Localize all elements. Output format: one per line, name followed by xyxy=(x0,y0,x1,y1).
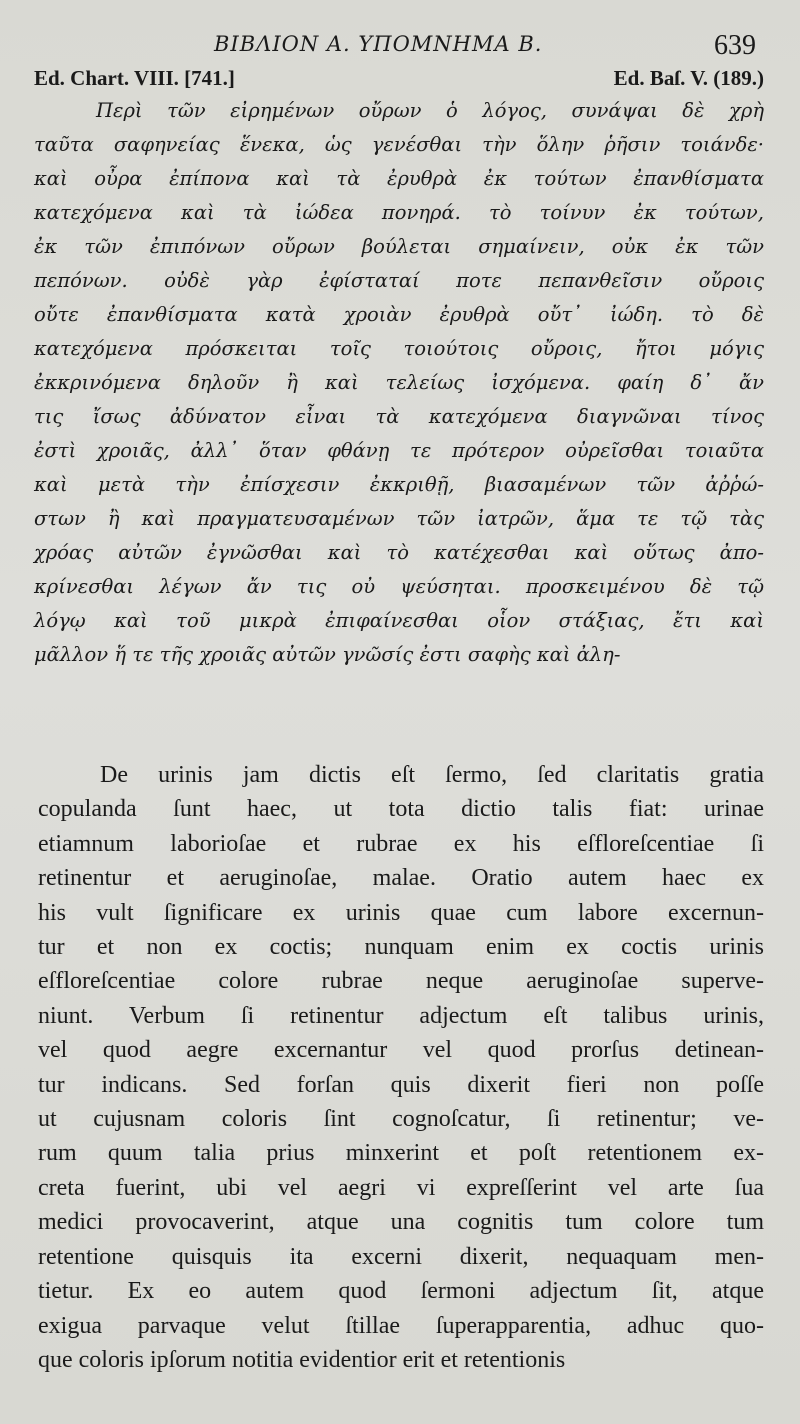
running-title: ΒΙΒΛΙΟΝ Α. ΥΠΟΜΝΗΜΑ Β. xyxy=(214,32,543,56)
greek-text-line: κατεχόμενα καὶ τὰ ἰώδεα πονηρά. τὸ τοίνυν ἐκ τούτων, xyxy=(34,201,764,224)
greek-text-line: κατεχόμενα πρόσκειται τοῖς τοιούτοις οὔροις, ἤτοι μόγις xyxy=(34,337,764,360)
greek-text-line: πεπόνων. οὐδὲ γὰρ ἐφίσταταί ποτε πεπανθεῖσιν οὔροις xyxy=(34,269,764,292)
latin-text-line: his vult ſignificare ex urinis quae cum labore excernun- xyxy=(38,899,764,926)
page-header xyxy=(34,28,760,64)
latin-text-line: tur et non ex coctis; nunquam enim ex coctis urinis xyxy=(38,934,764,961)
latin-text-line: medici provocaverint, atque una cognitis tum colore tum xyxy=(38,1209,764,1236)
latin-text-line: De urinis jam dictis eſt ſermo, ſed claritatis gratia xyxy=(100,762,764,788)
latin-text-line: creta fuerint, ubi vel aegri vi expreſſerint vel arte ſua xyxy=(38,1174,764,1201)
latin-text-line: tietur. Ex eo autem quod ſermoni adjectum ſit, atque xyxy=(38,1278,764,1305)
greek-text-line: οὔτε ἐπανθίσματα κατὰ χροιὰν ἐρυθρὰ οὔτ᾽ ἰώδη. τὸ δὲ xyxy=(34,303,764,326)
greek-text-line: ἐκ τῶν ἐπιπόνων οὔρων βούλεται σημαίνειν, οὐκ ἐκ τῶν xyxy=(34,235,764,258)
latin-text-line: que coloris ipſorum notitia evidentior erit et retentionis xyxy=(38,1346,566,1373)
greek-text-line: καὶ μετὰ τὴν ἐπίσχεσιν ἐκκριθῇ, βιασαμένων τῶν ἀῤῥώ- xyxy=(34,473,764,496)
greek-text-line: ταῦτα σαφηνείας ἕνεκα, ὡς γενέσθαι τὴν ὅλην ῥῆσιν τοιάνδε· xyxy=(34,133,764,156)
latin-text-line: etiamnum laborioſae et rubrae ex his eſfloreſcentiae ſi xyxy=(38,830,764,857)
latin-text-line: retentione quisquis ita excerni dixerit, nequaquam men- xyxy=(38,1243,764,1270)
page-number: 639 xyxy=(714,30,756,61)
greek-text-line: μᾶλλον ἥ τε τῆς χροιᾶς αὐτῶν γνῶσίς ἐστι σαφὴς καὶ ἀλη- xyxy=(34,643,621,666)
latin-text-line: copulanda ſunt haec, ut tota dictio talis fiat: urinae xyxy=(38,796,764,823)
latin-text-line: eſfloreſcentiae colore rubrae neque aeruginoſae superve- xyxy=(38,968,764,995)
greek-text-line: λόγῳ καὶ τοῦ μικρὰ ἐπιφαίνεσθαι οἷον στάξιας, ἔτι καὶ xyxy=(34,609,764,632)
greek-text-line: τις ἴσως ἀδύνατον εἶναι τὰ κατεχόμενα διαγνῶναι τίνος xyxy=(34,405,764,428)
greek-text-line: ἐστὶ χροιᾶς, ἀλλ᾽ ὅταν φθάνῃ τε πρότερον οὐρεῖσθαι τοιαῦτα xyxy=(34,439,764,462)
edition-references xyxy=(34,66,764,96)
latin-text-line: niunt. Verbum ſi retinentur adjectum eſt talibus urinis, xyxy=(38,1002,764,1029)
latin-text-line: vel quod aegre excernantur vel quod prorſus detinean- xyxy=(38,1037,764,1064)
greek-text-line: καὶ οὖρα ἐπίπονα καὶ τὰ ἐρυθρὰ ἐκ τούτων ἐπανθίσματα xyxy=(34,167,764,190)
latin-text-line: exigua parvaque velut ſtillae ſuperapparentia, adhuc quo- xyxy=(38,1312,764,1339)
greek-text-line: κρίνεσθαι λέγων ἄν τις οὐ ψεύσηται. προσκειμένου δὲ τῷ xyxy=(34,575,764,598)
greek-text-line: Περὶ τῶν εἰρημένων οὔρων ὁ λόγος, συνάψαι δὲ χρὴ xyxy=(96,99,764,122)
latin-text-block xyxy=(38,758,764,1377)
latin-text-line: tur indicans. Sed forſan quis dixerit fieri non poſſe xyxy=(38,1071,764,1098)
greek-text-block xyxy=(34,94,764,672)
greek-text-line: στων ἢ καὶ πραγματευσαμένων τῶν ἰατρῶν, ἅμα τε τῷ τὰς xyxy=(34,507,764,530)
edition-basel-reference: Ed. Baſ. V. (189.) xyxy=(613,66,764,90)
latin-text-line: ut cujusnam coloris ſint cognoſcatur, ſi retinentur; ve- xyxy=(38,1106,764,1133)
latin-text-line: rum quum talia prius minxerint et poſt retentionem ex- xyxy=(38,1140,764,1167)
greek-text-line: ἐκκρινόμενα δηλοῦν ἢ καὶ τελείως ἰσχόμενα. φαίη δ᾽ ἄν xyxy=(34,371,764,394)
greek-text-line: χρόας αὐτῶν ἐγνῶσθαι καὶ τὸ κατέχεσθαι καὶ οὕτως ἀπο- xyxy=(34,541,764,564)
latin-text-line: retinentur et aeruginoſae, malae. Oratio autem haec ex xyxy=(38,865,764,892)
edition-chart-reference: Ed. Chart. VIII. [741.] xyxy=(34,66,235,90)
